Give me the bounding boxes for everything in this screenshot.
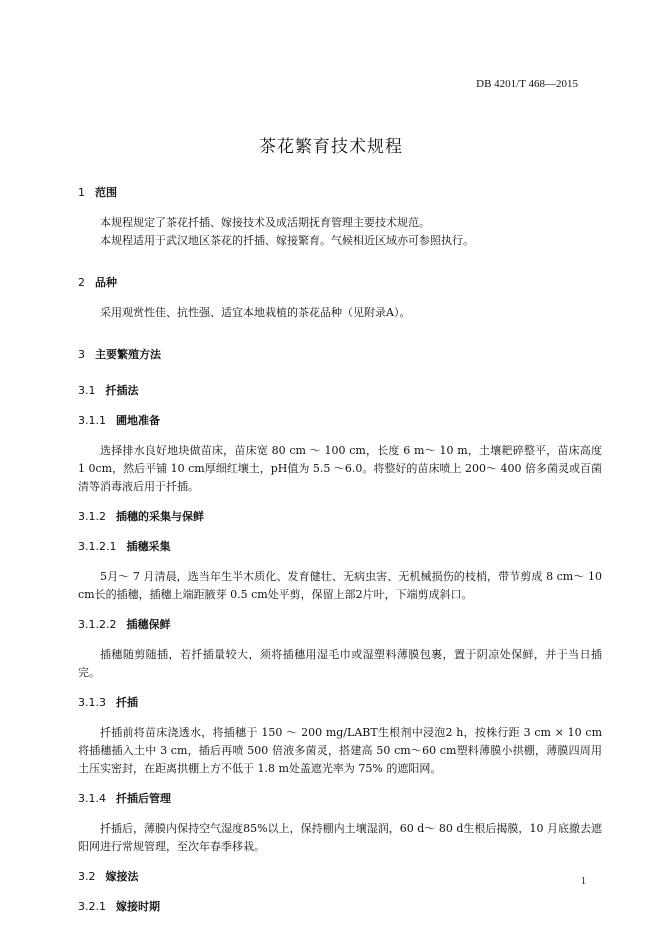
section-number: 3.1.4 (78, 792, 106, 805)
section-heading-3-2 (78, 868, 602, 886)
section-title: 插穗采集 (126, 540, 171, 553)
section-number: 2 (78, 276, 85, 289)
section-heading-3-1-3 (78, 694, 602, 712)
paragraph: 本规程适用于武汉地区茶花的扦插、嫁接繁育。气候相近区域亦可参照执行。 (100, 234, 474, 247)
section-heading-3-1-4 (78, 790, 602, 808)
section-heading-3-1-1 (78, 412, 602, 430)
paragraph: 5月～ 7 月清晨，选当年生半木质化、发育健壮、无病虫害、无机械损伤的枝梢，带节剪成 8 cm～ 10 cm长的插穗，插穗上端距腋芽 0.5 cm处平剪，保留上部2片叶，下端剪成斜口。 (78, 570, 602, 601)
section-number: 3.1 (78, 384, 96, 397)
paragraph: 插穗随剪随插，若扦插量较大，须将插穗用湿毛巾或湿塑料薄膜包裹，置于阴凉处保鲜，并于当日插完。 (78, 648, 602, 679)
section-number: 1 (78, 186, 85, 199)
page-title: 茶花繁育技术规程 (259, 137, 403, 157)
section-number: 3.1.3 (78, 696, 106, 709)
paragraph: 扦插后，薄膜内保持空气湿度85%以上，保持棚内土壤湿润，60 d～ 80 d生根后揭膜，10 月底撤去遮阳网进行常规管理，至次年春季移栽。 (78, 822, 602, 853)
section-number: 3.1.1 (78, 414, 106, 427)
section-title: 插穗的采集与保鲜 (116, 510, 204, 523)
section-heading-3-1-2-1 (78, 538, 602, 556)
section-title: 嫁接时期 (116, 900, 160, 913)
paragraph: 扦插前将苗床浇透水，将插穗于 150 ～ 200 mg/LABT生根剂中浸泡2 h，按株行距 3 cm × 10 cm将插穗插入土中 3 cm，插后再喷 500 倍液多菌灵，搭建高 50 cm～60 cm塑料薄膜小拱棚，薄膜四周用土压实密封，在距离拱棚上方不低于 1.8 m处盖遮光率为 75% 的遮阳网。 (78, 726, 602, 775)
section-heading-2 (78, 274, 602, 292)
section-title: 范围 (95, 186, 117, 199)
section-number: 3 (78, 348, 85, 361)
section-number: 3.1.2.2 (78, 618, 117, 631)
section-number: 3.2.1 (78, 900, 106, 913)
standard-code: DB 4201/T 468—2015 (476, 78, 578, 90)
document-body (78, 184, 602, 916)
section-heading-3 (78, 346, 602, 364)
section-heading-3-1-2-2 (78, 616, 602, 634)
section-heading-3-1 (78, 382, 602, 400)
section-title: 圃地准备 (116, 414, 160, 427)
section-number: 3.1.2.1 (78, 540, 117, 553)
section-number: 3.1.2 (78, 510, 106, 523)
section-title: 扦插法 (105, 384, 139, 397)
section-heading-3-2-1 (78, 898, 602, 916)
section-title: 扦插后管理 (116, 792, 171, 805)
paragraph: 本规程规定了茶花扦插、嫁接技术及成活期抚育管理主要技术规范。 (100, 216, 430, 229)
section-number: 3.2 (78, 870, 96, 883)
section-title: 品种 (95, 276, 117, 289)
section-title: 插穗保鲜 (126, 618, 171, 631)
section-title: 扦插 (116, 696, 138, 709)
paragraph: 选择排水良好地块做苗床，苗床宽 80 cm ～ 100 cm，长度 6 m～ 10 m，土壤耙碎整平，苗床高度 1 0cm，然后平铺 10 cm厚细红壤土，pH值为 5.5 ～6.0。将整好的苗床喷上 200～ 400 倍多菌灵或百菌清等消毒液后用于扦插。 (78, 444, 602, 493)
paragraph: 采用观赏性佳、抗性强、适宜本地栽植的茶花品种（见附录A）。 (100, 306, 411, 319)
page-number: 1 (581, 876, 586, 887)
section-heading-1 (78, 184, 602, 202)
section-title: 嫁接法 (105, 870, 139, 883)
section-title: 主要繁殖方法 (95, 348, 161, 361)
section-heading-3-1-2 (78, 508, 602, 526)
